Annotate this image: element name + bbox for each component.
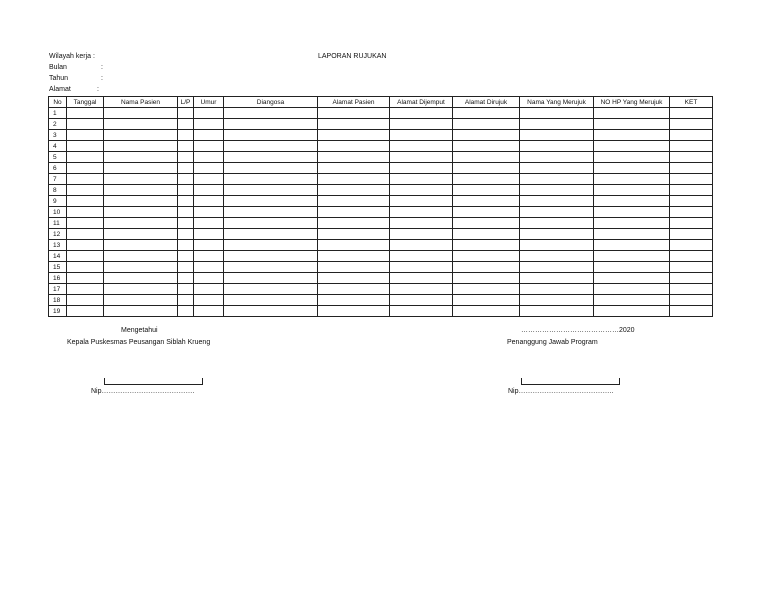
table-cell <box>390 218 453 229</box>
table-header-row <box>49 97 713 108</box>
table-cell <box>224 196 318 207</box>
table-cell <box>224 306 318 317</box>
table-cell <box>318 119 390 130</box>
row-number: 13 <box>49 240 67 251</box>
table-cell <box>390 284 453 295</box>
table-cell <box>453 240 520 251</box>
table-cell <box>453 119 520 130</box>
table-cell <box>318 196 390 207</box>
table-cell <box>224 218 318 229</box>
table-cell <box>318 152 390 163</box>
table-cell <box>104 130 178 141</box>
table-cell <box>318 174 390 185</box>
column-header: Alamat Pasien <box>318 97 390 108</box>
table-cell <box>453 207 520 218</box>
table-cell <box>194 130 224 141</box>
table-cell <box>390 119 453 130</box>
table-row <box>49 196 713 207</box>
table-row <box>49 262 713 273</box>
table-cell <box>520 152 594 163</box>
table-cell <box>194 174 224 185</box>
table-cell <box>224 251 318 262</box>
table-cell <box>67 152 104 163</box>
table-row <box>49 185 713 196</box>
table-cell <box>453 196 520 207</box>
table-row <box>49 207 713 218</box>
table-cell <box>520 108 594 119</box>
row-number: 9 <box>49 196 67 207</box>
column-header: Diangosa <box>224 97 318 108</box>
table-cell <box>670 229 713 240</box>
table-cell <box>104 273 178 284</box>
table-cell <box>67 262 104 273</box>
table-cell <box>594 240 670 251</box>
table-cell <box>670 185 713 196</box>
table-cell <box>224 295 318 306</box>
table-cell <box>594 229 670 240</box>
table-cell <box>178 284 194 295</box>
table-cell <box>67 284 104 295</box>
table-cell <box>670 306 713 317</box>
table-cell <box>594 218 670 229</box>
table-cell <box>594 251 670 262</box>
table-cell <box>104 207 178 218</box>
table-cell <box>594 207 670 218</box>
table-cell <box>594 174 670 185</box>
table-cell <box>318 306 390 317</box>
table-cell <box>453 229 520 240</box>
page-title: LAPORAN RUJUKAN <box>318 53 387 60</box>
table-cell <box>594 262 670 273</box>
tahun-colon: : <box>101 75 103 82</box>
table-cell <box>318 240 390 251</box>
left-nip: Nip…………………………………. <box>91 388 195 395</box>
table-cell <box>104 284 178 295</box>
table-cell <box>194 273 224 284</box>
table-cell <box>194 196 224 207</box>
table-cell <box>520 218 594 229</box>
table-cell <box>178 218 194 229</box>
table-cell <box>390 185 453 196</box>
table-cell <box>178 262 194 273</box>
table-cell <box>178 196 194 207</box>
table-cell <box>670 130 713 141</box>
table-cell <box>224 207 318 218</box>
column-header: Nama Pasien <box>104 97 178 108</box>
table-cell <box>67 108 104 119</box>
table-cell <box>594 306 670 317</box>
table-cell <box>520 262 594 273</box>
table-cell <box>178 273 194 284</box>
table-cell <box>318 251 390 262</box>
table-cell <box>520 185 594 196</box>
table-cell <box>453 174 520 185</box>
table-cell <box>453 130 520 141</box>
table-cell <box>594 141 670 152</box>
table-cell <box>104 229 178 240</box>
table-cell <box>390 141 453 152</box>
column-header: Tanggal <box>67 97 104 108</box>
table-cell <box>104 152 178 163</box>
table-cell <box>178 108 194 119</box>
table-cell <box>453 108 520 119</box>
table-cell <box>178 229 194 240</box>
table-cell <box>67 163 104 174</box>
table-cell <box>390 196 453 207</box>
column-header: Nama Yang Merujuk <box>520 97 594 108</box>
column-header: L/P <box>178 97 194 108</box>
table-cell <box>67 306 104 317</box>
table-cell <box>67 273 104 284</box>
table-cell <box>104 251 178 262</box>
table-cell <box>104 108 178 119</box>
table-cell <box>594 273 670 284</box>
table-cell <box>594 152 670 163</box>
table-cell <box>520 174 594 185</box>
table-cell <box>318 284 390 295</box>
table-cell <box>520 284 594 295</box>
table-cell <box>390 262 453 273</box>
alamat-colon: : <box>97 86 99 93</box>
row-number: 5 <box>49 152 67 163</box>
table-cell <box>318 207 390 218</box>
table-cell <box>670 163 713 174</box>
table-cell <box>318 229 390 240</box>
table-cell <box>178 251 194 262</box>
table-row <box>49 218 713 229</box>
table-cell <box>520 119 594 130</box>
table-cell <box>318 141 390 152</box>
table-cell <box>670 284 713 295</box>
table-cell <box>390 251 453 262</box>
table-cell <box>594 108 670 119</box>
table-row <box>49 174 713 185</box>
table-cell <box>67 295 104 306</box>
table-cell <box>224 174 318 185</box>
table-cell <box>453 218 520 229</box>
table-cell <box>67 174 104 185</box>
table-cell <box>390 295 453 306</box>
table-cell <box>67 141 104 152</box>
referral-table <box>48 96 713 317</box>
table-cell <box>453 262 520 273</box>
row-number: 10 <box>49 207 67 218</box>
date-line: ……………………………………2020 <box>521 327 635 334</box>
table-cell <box>224 273 318 284</box>
table-row <box>49 240 713 251</box>
table-cell <box>453 141 520 152</box>
right-role: Penanggung Jawab Program <box>507 339 598 346</box>
table-cell <box>318 273 390 284</box>
table-row <box>49 108 713 119</box>
table-cell <box>318 108 390 119</box>
table-cell <box>318 295 390 306</box>
table-cell <box>67 251 104 262</box>
table-cell <box>224 163 318 174</box>
table-cell <box>67 130 104 141</box>
column-header: No <box>49 97 67 108</box>
table-cell <box>594 163 670 174</box>
table-cell <box>67 240 104 251</box>
table-cell <box>520 229 594 240</box>
table-cell <box>224 141 318 152</box>
column-header: Alamat Dirujuk <box>453 97 520 108</box>
table-cell <box>178 240 194 251</box>
table-cell <box>194 207 224 218</box>
table-cell <box>224 119 318 130</box>
table-cell <box>670 295 713 306</box>
table-cell <box>104 295 178 306</box>
table-cell <box>318 185 390 196</box>
table-cell <box>453 306 520 317</box>
table-cell <box>670 240 713 251</box>
table-cell <box>178 185 194 196</box>
table-cell <box>390 163 453 174</box>
table-cell <box>104 306 178 317</box>
table-cell <box>194 295 224 306</box>
table-cell <box>594 185 670 196</box>
table-cell <box>594 119 670 130</box>
table-cell <box>194 306 224 317</box>
table-cell <box>67 119 104 130</box>
row-number: 19 <box>49 306 67 317</box>
table-cell <box>178 306 194 317</box>
table-cell <box>453 185 520 196</box>
table-cell <box>194 119 224 130</box>
row-number: 18 <box>49 295 67 306</box>
table-cell <box>670 251 713 262</box>
row-number: 11 <box>49 218 67 229</box>
column-header: KET <box>670 97 713 108</box>
table-cell <box>104 218 178 229</box>
table-cell <box>178 152 194 163</box>
table-row <box>49 273 713 284</box>
right-nip: Nip………………………………….. <box>508 388 614 395</box>
table-cell <box>390 207 453 218</box>
table-cell <box>453 163 520 174</box>
row-number: 14 <box>49 251 67 262</box>
table-cell <box>178 141 194 152</box>
table-cell <box>453 295 520 306</box>
column-header: Alamat Dijemput <box>390 97 453 108</box>
table-cell <box>178 295 194 306</box>
alamat-label: Alamat <box>49 86 71 93</box>
row-number: 12 <box>49 229 67 240</box>
table-cell <box>224 284 318 295</box>
table-cell <box>194 229 224 240</box>
table-cell <box>670 262 713 273</box>
table-cell <box>178 119 194 130</box>
table-cell <box>104 240 178 251</box>
table-cell <box>390 130 453 141</box>
table-cell <box>104 163 178 174</box>
column-header: Umur <box>194 97 224 108</box>
table-cell <box>453 273 520 284</box>
table-cell <box>224 229 318 240</box>
table-cell <box>67 207 104 218</box>
row-number: 7 <box>49 174 67 185</box>
table-cell <box>194 262 224 273</box>
table-cell <box>670 207 713 218</box>
table-cell <box>224 152 318 163</box>
left-role: Kepala Puskesmas Peusangan Siblah Krueng <box>67 339 211 346</box>
table-cell <box>390 174 453 185</box>
table-cell <box>318 262 390 273</box>
table-cell <box>520 295 594 306</box>
table-cell <box>670 196 713 207</box>
row-number: 1 <box>49 108 67 119</box>
table-cell <box>453 251 520 262</box>
table-row <box>49 163 713 174</box>
bulan-colon: : <box>101 64 103 71</box>
row-number: 6 <box>49 163 67 174</box>
mengetahui-label: Mengetahui <box>121 327 158 334</box>
table-cell <box>104 185 178 196</box>
table-cell <box>194 251 224 262</box>
table-cell <box>224 185 318 196</box>
row-number: 17 <box>49 284 67 295</box>
table-cell <box>670 152 713 163</box>
table-cell <box>390 152 453 163</box>
table-cell <box>67 229 104 240</box>
row-number: 2 <box>49 119 67 130</box>
table-cell <box>194 152 224 163</box>
table-cell <box>520 196 594 207</box>
table-cell <box>520 163 594 174</box>
table-cell <box>104 174 178 185</box>
table-cell <box>390 108 453 119</box>
bulan-label: Bulan <box>49 64 67 71</box>
row-number: 16 <box>49 273 67 284</box>
table-cell <box>67 218 104 229</box>
table-cell <box>104 262 178 273</box>
table-cell <box>520 273 594 284</box>
row-number: 4 <box>49 141 67 152</box>
table-cell <box>520 240 594 251</box>
table-cell <box>453 284 520 295</box>
table-cell <box>390 229 453 240</box>
table-cell <box>224 130 318 141</box>
table-cell <box>670 119 713 130</box>
table-cell <box>520 306 594 317</box>
table-cell <box>453 152 520 163</box>
table-cell <box>390 273 453 284</box>
table-cell <box>520 251 594 262</box>
table-row <box>49 141 713 152</box>
table-cell <box>594 196 670 207</box>
table-row <box>49 306 713 317</box>
table-cell <box>520 207 594 218</box>
table-cell <box>178 174 194 185</box>
table-cell <box>194 163 224 174</box>
table-cell <box>390 306 453 317</box>
table-cell <box>520 130 594 141</box>
table-cell <box>104 196 178 207</box>
table-cell <box>67 185 104 196</box>
table-row <box>49 251 713 262</box>
table-cell <box>390 240 453 251</box>
table-row <box>49 119 713 130</box>
table-cell <box>670 141 713 152</box>
table-cell <box>318 218 390 229</box>
column-header: NO HP Yang Merujuk <box>594 97 670 108</box>
wilayah-label: Wilayah kerja : <box>49 53 95 60</box>
table-cell <box>318 130 390 141</box>
table-cell <box>194 240 224 251</box>
table-cell <box>194 141 224 152</box>
table-row <box>49 130 713 141</box>
table-cell <box>594 295 670 306</box>
table-cell <box>224 108 318 119</box>
table-cell <box>594 284 670 295</box>
table-cell <box>67 196 104 207</box>
left-signature-line <box>104 378 203 385</box>
table-cell <box>104 119 178 130</box>
table-cell <box>670 218 713 229</box>
table-cell <box>194 108 224 119</box>
table-cell <box>670 108 713 119</box>
table-row <box>49 229 713 240</box>
row-number: 8 <box>49 185 67 196</box>
table-cell <box>194 185 224 196</box>
table-row <box>49 284 713 295</box>
table-cell <box>178 207 194 218</box>
table-cell <box>318 163 390 174</box>
table-cell <box>224 240 318 251</box>
right-signature-line <box>521 378 620 385</box>
row-number: 15 <box>49 262 67 273</box>
table-cell <box>194 284 224 295</box>
table-cell <box>520 141 594 152</box>
table-cell <box>194 218 224 229</box>
table-cell <box>104 141 178 152</box>
table-row <box>49 295 713 306</box>
table-cell <box>670 174 713 185</box>
table-cell <box>670 273 713 284</box>
row-number: 3 <box>49 130 67 141</box>
table-cell <box>178 130 194 141</box>
table-cell <box>594 130 670 141</box>
table-row <box>49 152 713 163</box>
table-cell <box>224 262 318 273</box>
table-cell <box>178 163 194 174</box>
tahun-label: Tahun <box>49 75 69 82</box>
